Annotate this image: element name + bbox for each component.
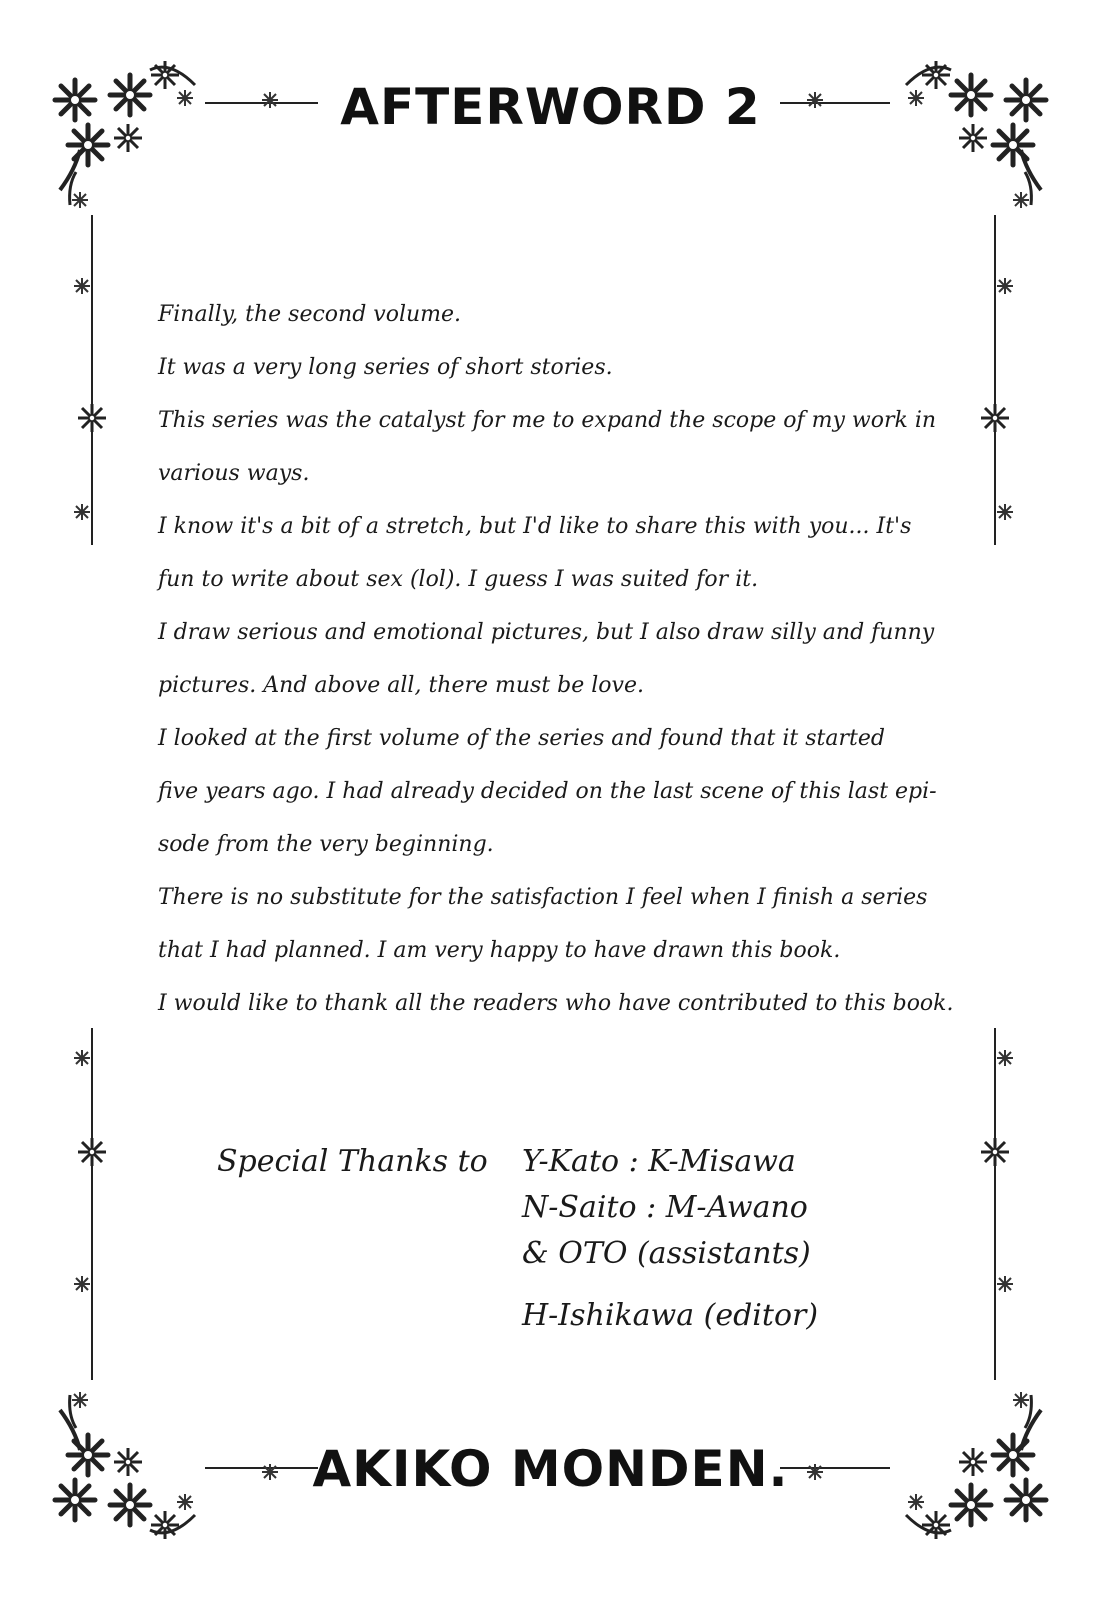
body-line: fun to write about sex (lol). I guess I was suited for it. [158,567,759,592]
body-line: It was a very long series of short stories. [158,355,613,380]
body-line: There is no substitute for the satisfaction I feel when I finish a series [158,885,928,910]
body-line: I would like to thank all the readers who have contributed to this book. [158,991,954,1016]
body-line: I draw serious and emotional pictures, but I also draw silly and funny [158,620,935,645]
body-line: sode from the very beginning. [158,832,494,857]
author-signature: AKIKO MONDEN. [312,1440,789,1498]
thanks-line-assistants-1: Y-Kato : K-Misawa [522,1144,796,1179]
body-line: that I had planned. I am very happy to have drawn this book. [158,938,841,963]
body-line: five years ago. I had already decided on the last scene of this last epi- [158,779,937,804]
body-line: I know it's a bit of a stretch, but I'd like to share this with you... It's [158,514,912,539]
body-line: various ways. [158,461,310,486]
body-line: Finally, the second volume. [158,302,462,327]
page-title: AFTERWORD 2 [340,78,761,136]
thanks-line-editor: H-Ishikawa (editor) [522,1298,819,1333]
thanks-line-assistants-2: N-Saito : M-Awano [522,1190,808,1225]
body-line: I looked at the first volume of the series and found that it started [158,726,885,751]
afterword-body [158,288,954,1030]
thanks-line-assistants-3: & OTO (assistants) [522,1236,811,1271]
special-thanks-label: Special Thanks to [217,1144,488,1179]
body-line: This series was the catalyst for me to expand the scope of my work in [158,408,937,433]
body-line: pictures. And above all, there must be love. [158,673,644,698]
